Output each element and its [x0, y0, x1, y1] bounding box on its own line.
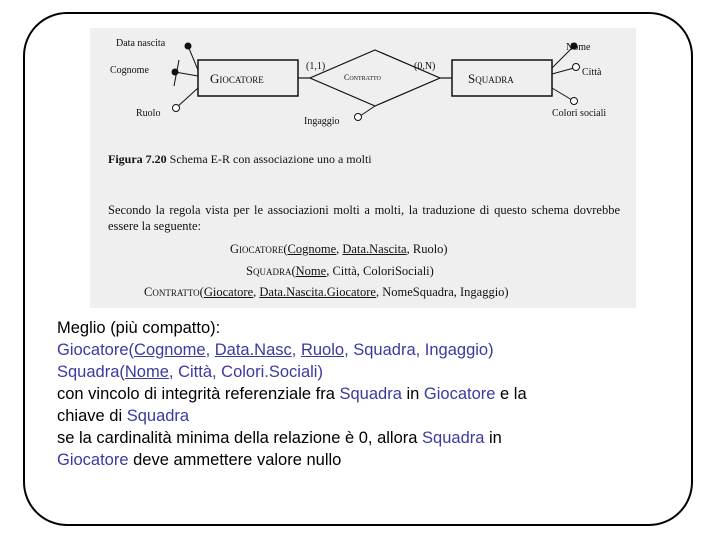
relation-squadra: Squadra(Nome, Città, ColoriSociali): [246, 264, 434, 278]
null-line-2: Giocatore deve ammettere valore nullo: [57, 451, 342, 469]
attr-cognome-label: Cognome: [110, 65, 149, 76]
card-right-label: (0,N): [414, 61, 436, 72]
entity-giocatore-label: Giocatore: [210, 71, 264, 86]
attr-ingaggio-dot: [355, 114, 362, 121]
schema-squadra: Squadra(Nome, Città, Colori.Sociali): [57, 363, 323, 381]
schema-giocatore: Giocatore(Cognome, Data.Nasc, Ruolo, Squadra, Ingaggio): [57, 341, 494, 359]
attr-citta-label: Città: [582, 67, 602, 78]
explanation-paragraph: Secondo la regola vista per le associazioni molti a molti, la traduzione di questo schema dovrebbe essere la seguente:: [108, 203, 620, 233]
main-text: [57, 317, 657, 471]
attr-ruolo-dot: [173, 105, 180, 112]
relation-contratto: Contratto(Giocatore, Data.Nascita.Giocatore, NomeSquadra, Ingaggio): [144, 285, 509, 299]
constraint-line-1: con vincolo di integrità referenziale fra Squadra in Giocatore e la: [57, 385, 527, 403]
null-line-1: se la cardinalità minima della relazione è 0, allora Squadra in: [57, 429, 502, 447]
attr-nome-label: Nome: [566, 42, 591, 53]
figure-caption: Figura 7.20 Schema E-R con associazione uno a molti: [108, 152, 372, 166]
attr-colori-label: Colori sociali: [552, 108, 607, 119]
constraint-line-2: chiave di Squadra: [57, 407, 190, 425]
card-left-label: (1,1): [306, 61, 326, 72]
attr-data-nascita-label: Data nascita: [116, 38, 166, 49]
relationship-label: Contratto: [344, 73, 381, 82]
scanned-textbook-image: [90, 28, 636, 308]
attr-data-nascita-dot: [185, 43, 192, 50]
attr-colori-dot: [571, 98, 578, 105]
attr-citta-dot: [573, 64, 580, 71]
intro-line: Meglio (più compatto):: [57, 319, 221, 337]
entity-squadra-label: Squadra: [468, 71, 514, 86]
relation-giocatore: Giocatore(Cognome, Data.Nascita, Ruolo): [230, 242, 448, 256]
attr-ingaggio-label: Ingaggio: [304, 116, 340, 127]
attr-ruolo-label: Ruolo: [136, 108, 161, 119]
